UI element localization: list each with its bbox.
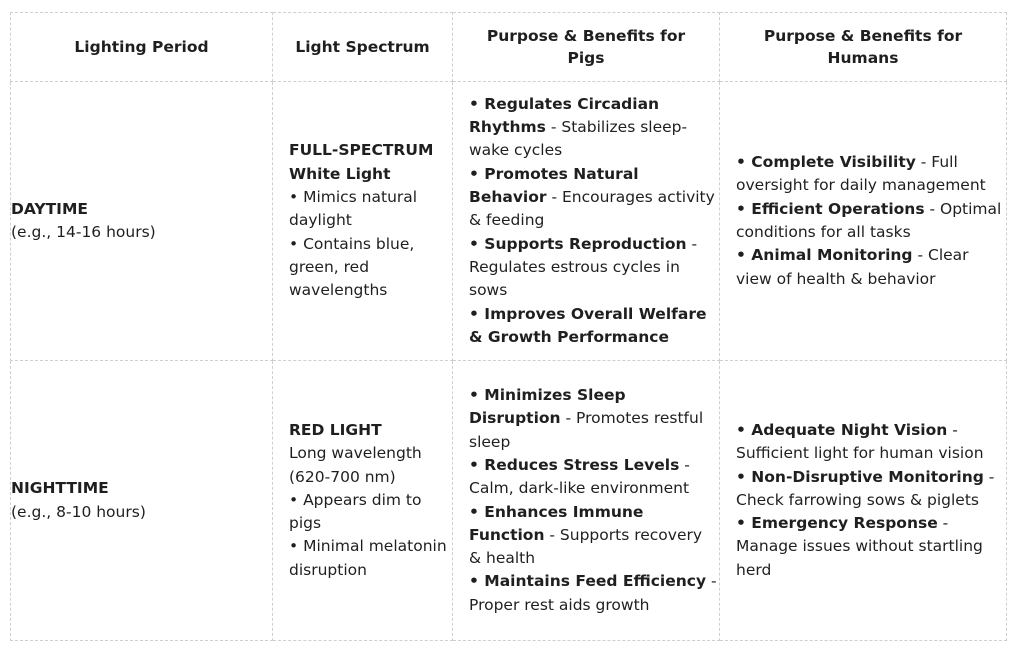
period-name: NIGHTTIME: [11, 479, 109, 498]
spectrum-cell: [273, 361, 453, 641]
benefit-title: • Improves Overall Welfare & Growth Performance: [469, 304, 707, 346]
header-light-spectrum: Light Spectrum: [273, 13, 453, 82]
benefit-title: • Animal Monitoring: [736, 246, 913, 265]
benefit-desc: - Full oversight for daily management: [736, 153, 986, 195]
list-item: [469, 570, 719, 617]
benefit-desc: - Clear view of health & behavior: [736, 246, 969, 288]
list-item: [736, 419, 1006, 466]
list-item: [736, 151, 1006, 198]
list-item: [469, 303, 719, 350]
benefit-desc: - Stabilizes sleep-wake cycles: [469, 118, 688, 160]
spectrum-line: Long wavelength (620-700 nm): [289, 444, 422, 486]
spectrum-line: • Contains blue, green, red wavelengths: [289, 234, 415, 300]
benefit-title: • Supports Reproduction: [469, 234, 687, 253]
benefit-desc: - Sufficient light for human vision: [736, 420, 984, 463]
spectrum-line: • Minimal melatonin disruption: [289, 537, 447, 579]
list-item: [469, 93, 719, 163]
benefit-title: • Adequate Night Vision: [736, 420, 948, 439]
header-benefits-humans: Purpose & Benefits for Humans: [720, 13, 1007, 82]
benefit-desc: - Check farrowing sows & piglets: [736, 467, 995, 509]
pigs-benefits-cell: [453, 361, 720, 641]
humans-benefits-cell: [720, 361, 1007, 641]
benefit-desc: - Supports recovery & health: [469, 525, 703, 568]
benefit-title: • Promotes Natural Behavior: [469, 164, 639, 207]
benefit-title: • Regulates Circadian Rhythms: [469, 94, 660, 137]
list-item: [469, 163, 719, 233]
period-duration: (e.g., 8-10 hours): [11, 502, 146, 521]
list-item: [736, 244, 1006, 291]
benefit-title: • Enhances Immune Function: [469, 502, 644, 544]
benefit-title: • Efficient Operations: [736, 199, 925, 218]
list-item: [736, 466, 1006, 513]
table-row-daytime: [11, 82, 1007, 361]
benefit-desc: - Regulates estrous cycles in sows: [469, 234, 698, 300]
benefit-title: • Maintains Feed Efficiency: [469, 572, 707, 591]
benefit-title: • Complete Visibility: [736, 153, 916, 172]
benefit-desc: - Manage issues without startling herd: [736, 514, 983, 579]
benefit-desc: - Calm, dark-like environment: [469, 455, 690, 498]
benefit-title: • Non-Disruptive Monitoring: [736, 467, 984, 486]
benefit-desc: - Proper rest aids growth: [469, 572, 717, 614]
spectrum-line: • Mimics natural daylight: [289, 188, 418, 230]
list-item: [469, 501, 719, 571]
period-cell: [11, 82, 273, 361]
header-benefits-pigs: Purpose & Benefits for Pigs: [453, 13, 720, 82]
list-item: [469, 233, 719, 303]
humans-benefits-cell: [720, 82, 1007, 361]
spectrum-title: FULL-SPECTRUM White Light: [289, 141, 434, 183]
benefit-desc: - Optimal conditions for all tasks: [736, 199, 1002, 241]
header-row: [11, 13, 1007, 82]
benefit-title: • Emergency Response: [736, 514, 938, 533]
table-row-nighttime: [11, 361, 1007, 641]
list-item: [736, 512, 1006, 582]
spectrum-cell: [273, 82, 453, 361]
spectrum-line: • Appears dim to pigs: [289, 490, 422, 533]
benefit-title: • Minimizes Sleep Disruption: [469, 386, 626, 428]
list-item: [469, 384, 719, 454]
header-lighting-period: Lighting Period: [11, 13, 273, 82]
period-duration: (e.g., 14-16 hours): [11, 223, 156, 241]
lighting-table: [10, 12, 1007, 641]
benefit-title: • Reduces Stress Levels: [469, 455, 680, 474]
list-item: [469, 454, 719, 501]
list-item: [736, 198, 1006, 245]
spectrum-title: RED LIGHT: [289, 420, 382, 439]
period-name: DAYTIME: [11, 199, 88, 218]
benefit-desc: - Promotes restful sleep: [469, 409, 704, 451]
benefit-desc: - Encourages activity & feeding: [469, 188, 715, 230]
period-cell: [11, 361, 273, 641]
pigs-benefits-cell: [453, 82, 720, 361]
